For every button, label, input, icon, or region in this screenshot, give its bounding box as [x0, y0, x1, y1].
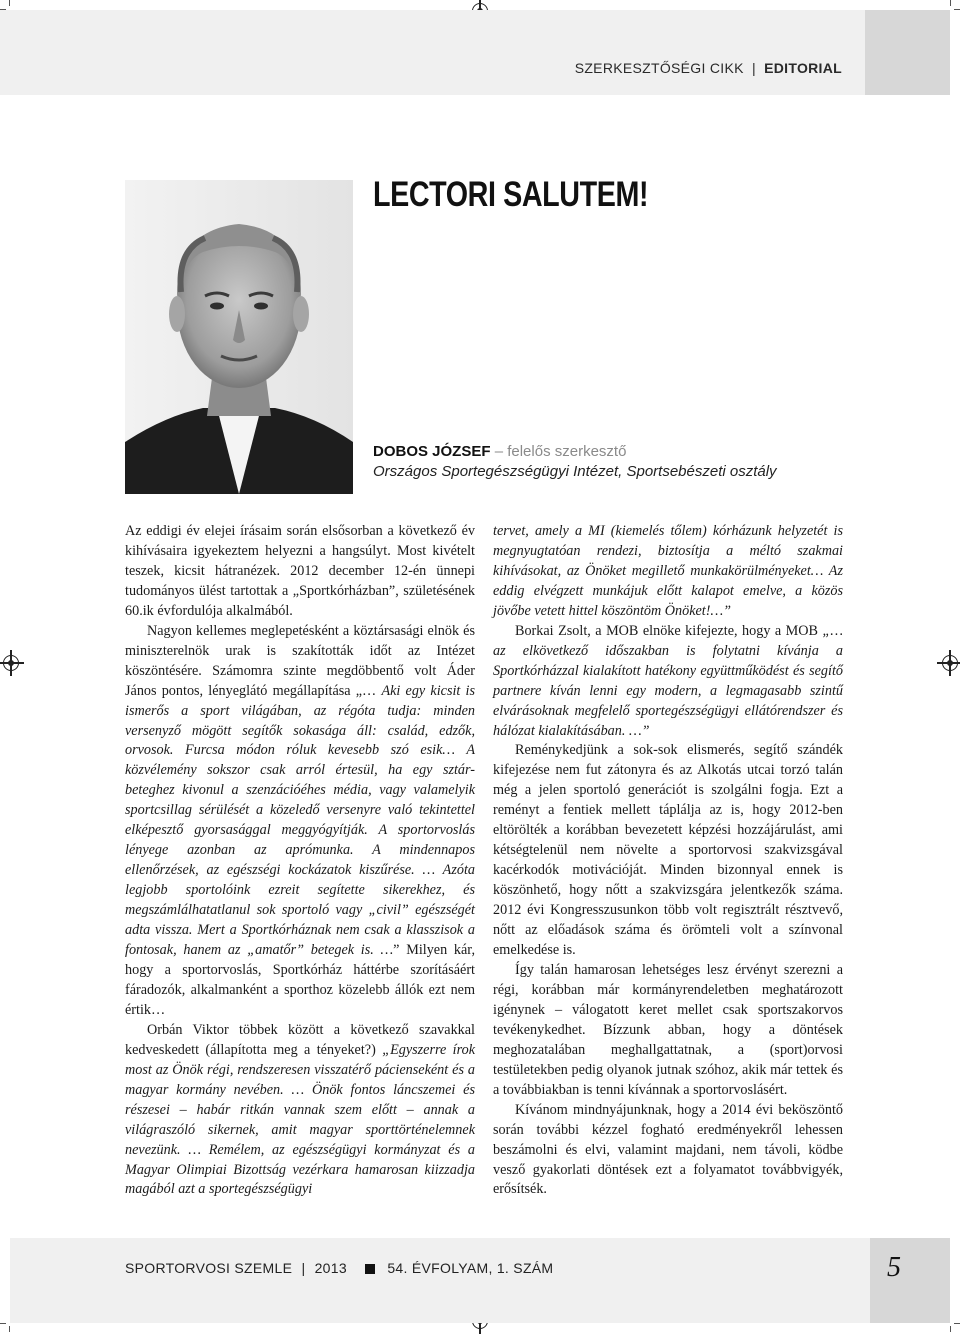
- paragraph-text: Borkai Zsolt, a MOB elnöke kifejezte, hogy a MOB: [515, 622, 818, 639]
- header-tab: [865, 10, 950, 95]
- crop-mark: [950, 1326, 951, 1332]
- author-photo: [125, 180, 353, 494]
- paragraph: [493, 622, 843, 742]
- paragraph: Reménykedjünk a sok-sok elismerés, segítő szándék kifejezése nem fut zátonyra és az Alkotás utcai torzó talán még a jelen sportoló generációt is szolgálni fogja. Ezt a reményt a fentiek mellett táplálja az is, hogy 2012-ben eltörölték a korábban bevezetett képzési hozzájárulást, ami kétségtelenül nem növelte a sportorvosi szakvizsgával kacérkodók motivációját. Minden bizonnyal ennek is köszönhető, hogy nőtt a szakvizsgára jelentkezők száma. 2012 évi Kongresszusunkon több volt regisztrált résztvevő, nőtt az előadások száma és örömteli volt a színvonal emelkedése is.: [493, 742, 843, 959]
- square-bullet-icon: [365, 1264, 375, 1274]
- section-label-en: EDITORIAL: [764, 60, 842, 76]
- paragraph: [125, 622, 475, 1021]
- footer-journal-info: [125, 1260, 553, 1276]
- crop-mark: [954, 9, 960, 10]
- paragraph: Az eddigi év elejei írásaim során elsősorban a következő év kihívásaira igyekeztem helyezni a hangsúlyt. Most kivételt teszek, kicsit hátranézek. 2012 december 12-én ünnepi tudományos ülést tartottak a „Sportkórházban”, születésének 60.ik évfordulója alkalmából.: [125, 523, 475, 619]
- author-line: [373, 443, 626, 460]
- registration-mark-left: [3, 655, 19, 671]
- paragraph: [493, 522, 843, 622]
- section-label-hu: SZERKESZTŐSÉGI CIKK: [574, 60, 744, 76]
- footer-separator: |: [301, 1260, 306, 1276]
- section-label: [575, 60, 842, 76]
- quote-text: tervet, amely a MI (kiemelés tőlem) kórházunk helyzetét is megnyugtatóan rendezi, biztosítja a méltó szakmai kihívásokat, az Önöket megillető munkakörülményeket… Az eddig elvégzett munkájuk előtt kalapot emelve, a közös jövőbe vetett hittel köszöntöm Önöket!…”: [493, 523, 843, 619]
- journal-year: 2013: [314, 1260, 347, 1276]
- page-number: 5: [887, 1252, 901, 1283]
- paragraph-text: Orbán Viktor többek között a következő szavakkal kedveskedett (állapította meg a tényeket?): [125, 1021, 475, 1058]
- body-column-right: [493, 522, 843, 1200]
- crop-mark: [0, 1323, 6, 1324]
- crop-mark: [9, 0, 10, 6]
- crop-mark: [9, 1326, 10, 1332]
- article-title: LECTORI SALUTEM!: [373, 175, 649, 214]
- author-name: DOBOS JÓZSEF: [373, 443, 491, 460]
- paragraph-text: Nagyon kellemes meglepetésként a köztársasági elnök és miniszterelnök urak is szakították időt az Intézet köszöntésére. Számomra szinte megdöbbentő volt Áder János pontos, lényeglátó megállapítása „…: [125, 622, 475, 699]
- footer-band: [10, 1238, 870, 1323]
- paragraph: Így talán hamarosan lehetséges lesz érvényt szerezni a régi, korábban már kormányrendeletben meghatározott igénynek – válogatott keret mellet csak sportszakorvos tevékenykedhet. Bízzunk abban, hogy a döntések meghozatalában meghallgattatnak, a (sport)orvosi testületekben pedig olyanok jutnak szóhoz, akik már tettek és a továbbiakban is tenni kívánnak a sportorvoslásért.: [493, 961, 843, 1098]
- journal-name: SPORTORVOSI SZEMLE: [125, 1260, 293, 1276]
- crop-mark: [954, 1323, 960, 1324]
- quote-text: „Egyszerre írok most az Önök régi, rendszeresen visszatérő pácienseként és a magyar kormány nevében. … Önök fontos láncszemei és részesei – habár ritkán vannak szem előtt – annak a világraszóló sikernek, amit magyar sporttörténelemnek nevezünk. … Remélem, az egészségügyi kormányzat és a Magyar Olimpiai Bizottság vezérkara hamarosan kiizzadja magából azt a sportegészségügyi: [125, 1041, 475, 1198]
- body-column-left: [125, 522, 475, 1200]
- paragraph: [125, 1021, 475, 1201]
- footer-tab: [870, 1238, 950, 1323]
- author-affiliation: Országos Sportegészségügyi Intézet, Sportsebészeti osztály: [373, 463, 777, 480]
- section-separator: |: [751, 60, 756, 76]
- quote-text: Aki egy kicsit is ismerős a sport világában, az régóta tudja: minden versenyző mögött segítők sokasága áll: család, edzők, orvosok. Furcsa módon róluk kevesebb szó esik… A közvélemény sokszor csak arról értesül, ha egy sztár-beteghez kivonul a szenzációéhes média, vagy valamelyik sportcsillag sérülését a közeledő versenyre való tekintettel elképesztő gyorsasággal meggyógyítják. A sportorvoslás lényege azonban az aprómunka. A mindennapos ellenőrzések, az egészségi kockázatok kiszűrése. … Azóta legjobb sportolóink ezreit segítette sikerekhez, és megszámlálhatatlanul sok sportoló vagy „civil” egészségét adta vissza. Mert a Sportkórháznak nem csak a klasszisok a fontosak, hanem az „amatőr” betegek is. …: [125, 682, 475, 959]
- paragraph-text: ” Milyen kár, hogy a sportorvoslás, Sportkórház háttérbe szorításáért fáradozók, alkalmanként a sporthoz közelebb állók ezt nem értik…: [125, 942, 476, 1018]
- header-band: [0, 10, 865, 95]
- registration-mark-right: [942, 655, 958, 671]
- quote-text: „… az elkövetkező időszakban is folytatni kívánja a Sportkórházzal kialakított hatékony együttműködést és segítő partnere kíván lenni egy modern, a legmagasabb szintű elvárásoknak megfelelő sportegészségügyi ellátórendszer és hálózat kialakításában. …”: [493, 622, 843, 739]
- paragraph: Kívánom mindnyájunknak, hogy a 2014 évi beköszöntő során további kézzel fogható eredményekről lehessen beszámolni és elvi, valamint majdani, nem távoli, ködbe vesző gyakorlati döntések ezt a folyamatot továbbvigyék, erősítsék.: [493, 1101, 843, 1198]
- crop-mark: [950, 0, 951, 6]
- author-role: – felelős szerkesztő: [494, 443, 627, 460]
- journal-volume: 54. ÉVFOLYAM, 1. SZÁM: [387, 1260, 554, 1276]
